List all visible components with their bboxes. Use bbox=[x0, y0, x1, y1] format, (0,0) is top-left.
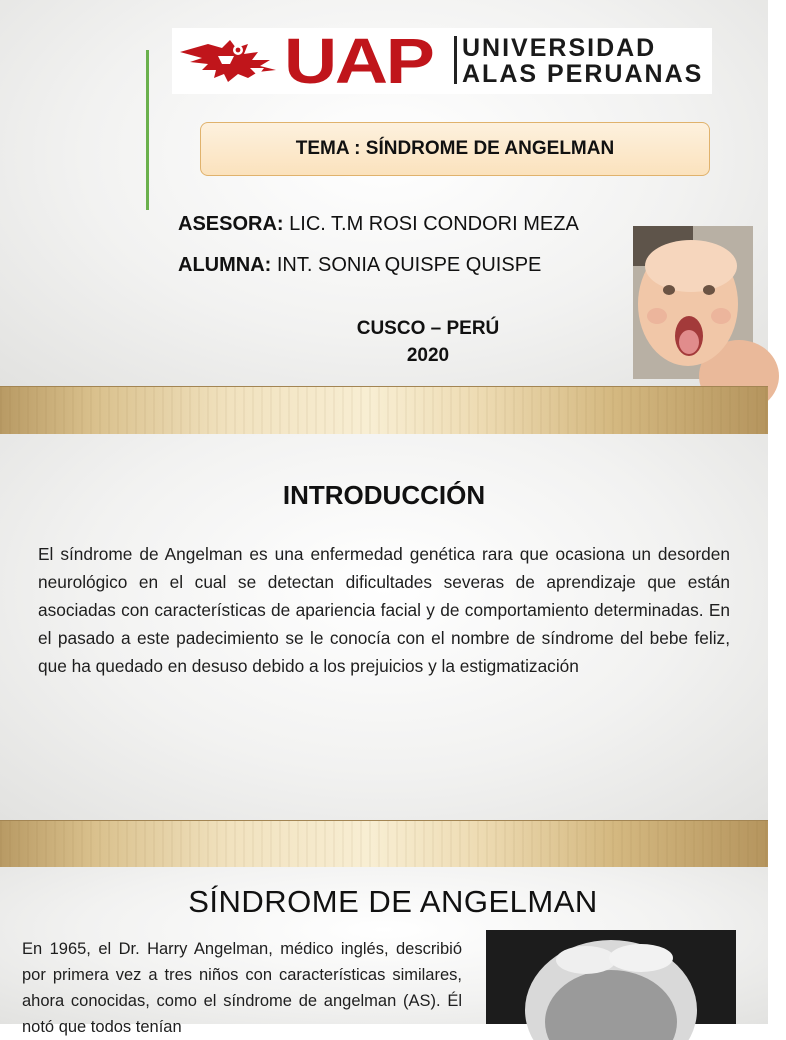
slide-title: INTRODUCCIÓN bbox=[282, 480, 486, 510]
university-logo bbox=[172, 25, 712, 97]
logo-line-1: UNIVERSIDAD bbox=[462, 34, 657, 62]
year: 2020 bbox=[406, 345, 450, 366]
logo-divider bbox=[454, 36, 457, 84]
intro-paragraph: El síndrome de Angelman es una enfermedad genética rara que ocasiona un desorden neurológico en el cual se detectan dificultades severas de aprendizaje que están asociadas con características de apariencia facial y de comportamiento determinadas. En el pasado a este padecimiento se le conocía con el nombre de síndrome del bebe feliz, que ha quedado en desuso debido a los prejuicios y la estigmatización bbox=[38, 544, 730, 676]
slide-history bbox=[0, 867, 768, 1036]
portrait-photo bbox=[486, 930, 736, 1024]
history-paragraph: En 1965, el Dr. Harry Angelman, médico inglés, describió por primera vez a tres niños con características similares, ahora conocidas, como el síndrome de angelman (AS). Él notó que todos tenían bbox=[22, 940, 462, 1036]
advisor-name: LIC. T.M ROSI CONDORI MEZA bbox=[283, 213, 579, 235]
wood-divider bbox=[0, 820, 768, 868]
student-name: INT. SONIA QUISPE QUISPE bbox=[271, 254, 542, 276]
slide-title bbox=[0, 0, 768, 386]
logo-acronym: UAP bbox=[284, 25, 433, 97]
wood-divider bbox=[0, 386, 768, 435]
bird-emblem-icon bbox=[178, 30, 284, 90]
baby-face-illustration bbox=[633, 226, 753, 379]
location: CUSCO – PERÚ bbox=[356, 318, 500, 339]
portrait-illustration bbox=[486, 930, 736, 1024]
baby-photo bbox=[633, 226, 753, 379]
accent-line bbox=[146, 50, 149, 210]
logo-line-2: ALAS PERUANAS bbox=[462, 60, 704, 88]
student-line bbox=[178, 254, 541, 277]
advisor-label: ASESORA: bbox=[178, 213, 284, 235]
advisor-line bbox=[178, 213, 579, 236]
student-label: ALUMNA: bbox=[178, 254, 272, 276]
slide-introduction bbox=[0, 434, 768, 820]
slide-title: SÍNDROME DE ANGELMAN bbox=[188, 884, 598, 919]
topic-banner: TEMA : SÍNDROME DE ANGELMAN bbox=[200, 122, 710, 176]
